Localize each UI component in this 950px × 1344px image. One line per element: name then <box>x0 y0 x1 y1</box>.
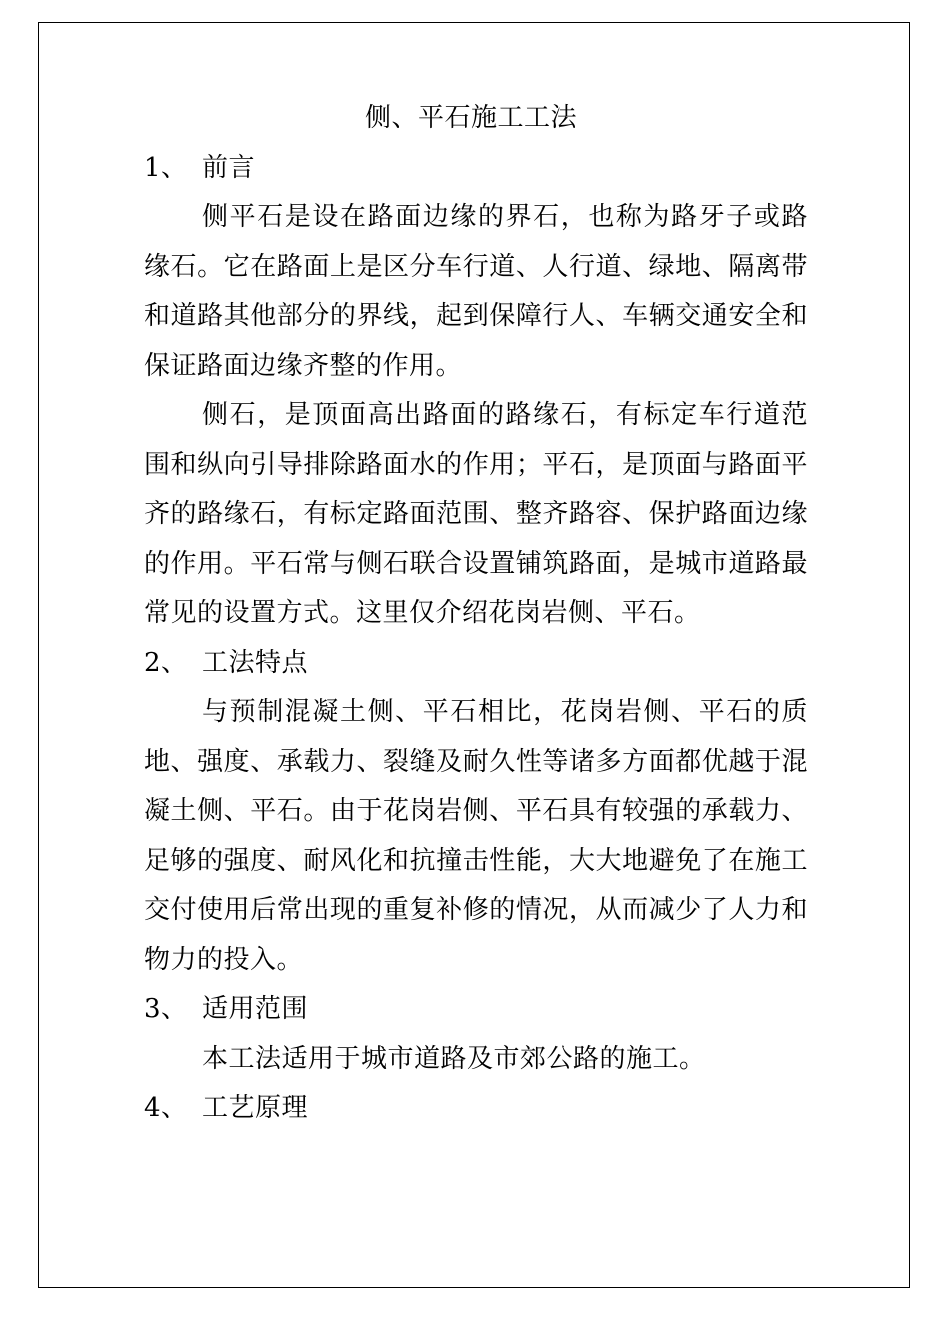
section-number-2: 2、 <box>144 647 188 678</box>
section-heading-2 <box>144 639 808 689</box>
section-title-3: 适用范围 <box>202 994 309 1024</box>
paragraph-2-1: 与预制混凝土侧、平石相比，花岗岩侧、平石的质地、强度、承载力、裂缝及耐久性等诸多方面都优越于混凝土侧、平石。由于花岗岩侧、平石具有较强的承载力、足够的强度、耐风化和抗撞击性能，大大地避免了在施工交付使用后常出现的重复补修的情况，从而减少了人力和物力的投入。 <box>144 697 808 975</box>
section-title-4: 工艺原理 <box>202 1093 309 1123</box>
document-title: 侧、平石施工工法 <box>364 103 577 133</box>
section-heading-3 <box>144 985 808 1035</box>
section-number-4: 4、 <box>144 1093 188 1123</box>
section-title-1: 前言 <box>202 152 256 183</box>
paragraph-1-2: 侧石，是顶面高出路面的路缘石，有标定车行道范围和纵向引导排除路面水的作用；平石，是顶面与路面平齐的路缘石，有标定路面范围、整齐路容、保护路面边缘的作用。平石常与侧石联合设置铺筑路面，是城市道路最常见的设置方式。这里仅介绍花岗岩侧、平石。 <box>144 400 808 628</box>
section-heading-1 <box>144 144 808 194</box>
paragraph-1-1: 侧平石是设在路面边缘的界石，也称为路牙子或路缘石。它在路面上是区分车行道、人行道、绿地、隔离带和道路其他部分的界线，起到保障行人、车辆交通安全和保证路面边缘齐整的作用。 <box>144 202 808 381</box>
section-number-1: 1、 <box>144 152 188 183</box>
section-title-2: 工法特点 <box>202 647 309 678</box>
section-number-3: 3、 <box>144 994 188 1024</box>
section-heading-4 <box>144 1084 808 1134</box>
document-body <box>144 94 808 1134</box>
paragraph-3-1: 本工法适用于城市道路及市郊公路的施工。 <box>202 1043 706 1074</box>
